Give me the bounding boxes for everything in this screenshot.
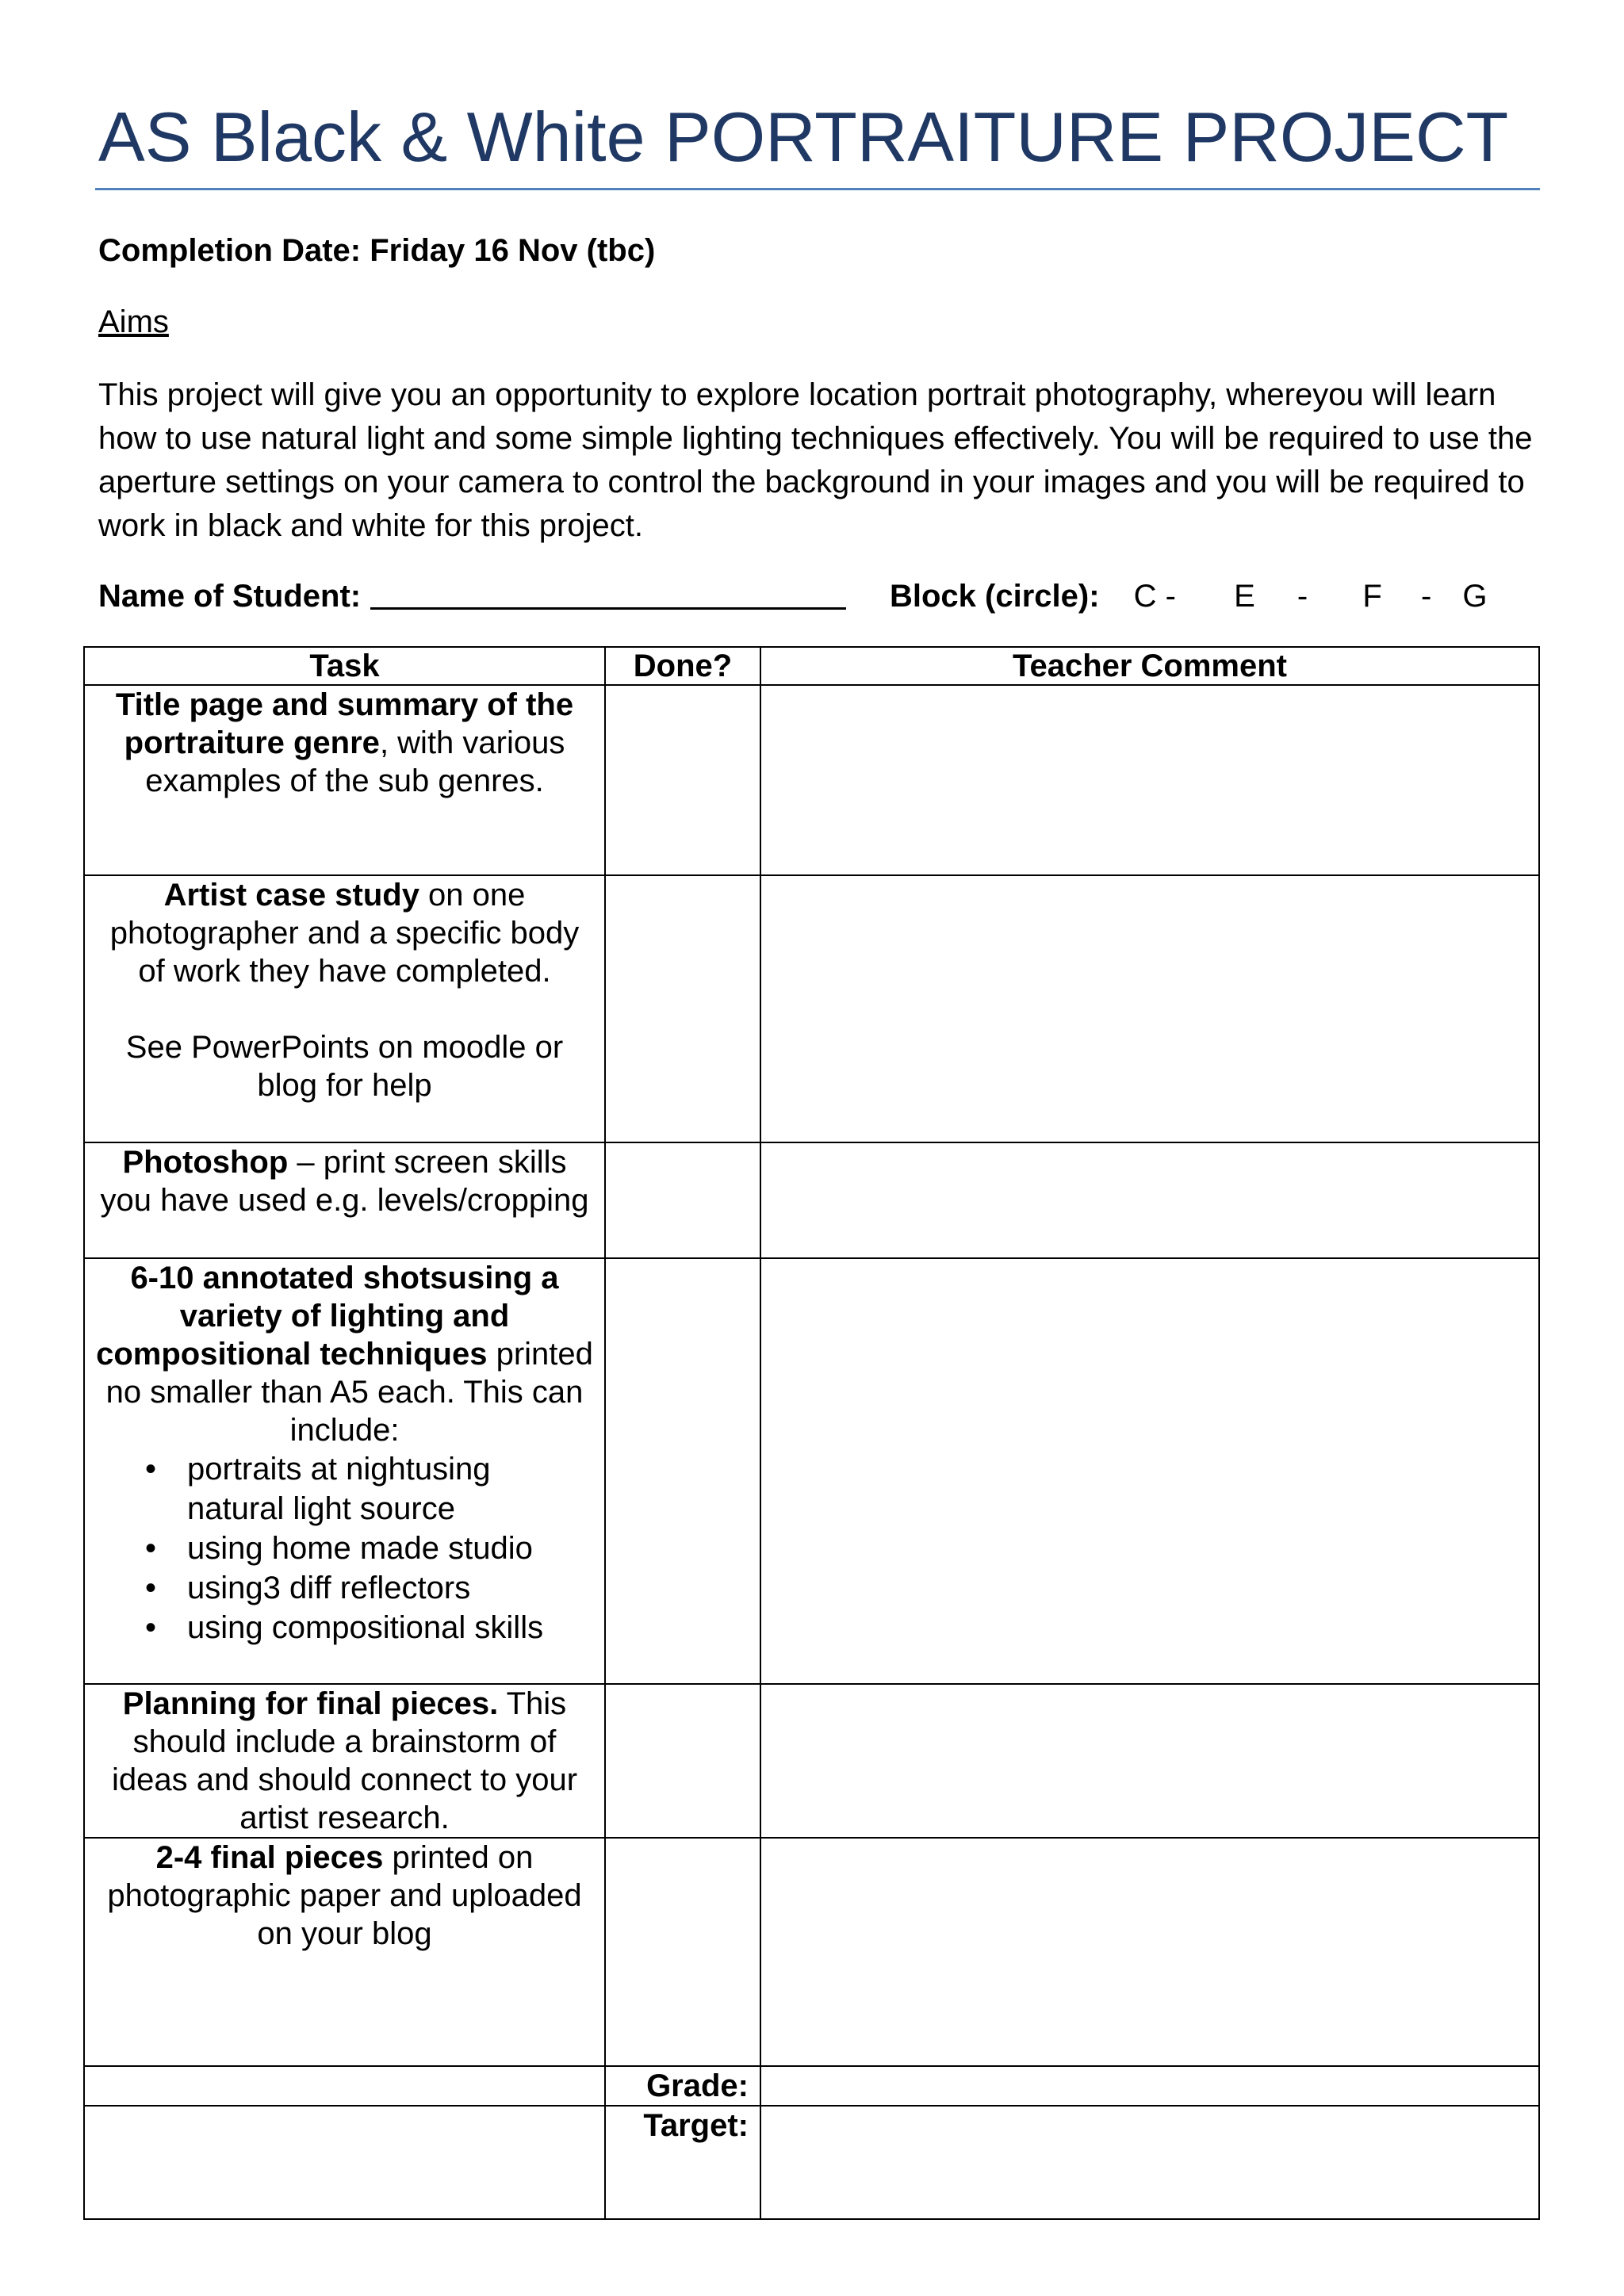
student-name-line[interactable] [370,577,846,610]
grade-label: Grade: [605,2066,760,2106]
target-empty-cell [84,2106,605,2219]
student-name-label: Name of Student: [98,579,362,614]
teacher-comment-cell[interactable] [760,1838,1539,2066]
bullet-icon: • [145,1452,157,1487]
task-cell [84,1258,605,1684]
task-cell [84,1142,605,1258]
task-cell [84,1684,605,1838]
list-item: • portraits at nightusing natural light source [96,1449,593,1529]
page-title: AS Black & White PORTRAITURE PROJECT [98,98,1509,176]
task-title: Title page and summary of the portraiture genre [115,687,574,760]
grade-empty-cell [84,2066,605,2106]
teacher-comment-cell[interactable] [760,685,1539,875]
task-cell [84,875,605,1142]
task-bullet-list [96,1449,593,1647]
table-row [84,1684,1539,1838]
grade-row [84,2066,1539,2106]
task-title: Planning for final pieces. [122,1686,499,1721]
block-option-g[interactable]: G [1462,579,1488,614]
table-header-row [84,647,1539,685]
teacher-comment-cell[interactable] [760,1684,1539,1838]
intro-paragraph: This project will give you an opportunity to explore location portrait photography, whereyou will learn how to use natural light and some simple lighting techniques effectively. You will be required to use the aperture settings on your camera to control the background in your images and you will be required to work in black and white for this project. [98,377,1533,543]
table-row [84,1258,1539,1684]
task-description: on one photographer and a specific body of work they have completed. [109,878,580,989]
header-done: Done? [605,647,760,685]
block-label: Block (circle): [890,579,1100,614]
bullet-icon: • [145,1571,157,1605]
block-selector [890,577,1488,615]
list-item: • using3 diff reflectors [96,1568,593,1608]
task-title: Photoshop [122,1145,289,1180]
task-description: This should include a brainstorm of ideas and should connect to your artist research. [111,1686,578,1835]
task-description: printed on photographic paper and uploaded on your blog [107,1840,582,1951]
list-item: • using compositional skills [96,1608,593,1647]
block-option-e[interactable]: E [1234,579,1255,614]
task-checklist-table [83,646,1540,2220]
teacher-comment-cell[interactable] [760,1258,1539,1684]
task-cell [84,685,605,875]
target-value-cell[interactable] [760,2106,1539,2219]
task-help-note: See PowerPoints on moodle or blog for help [125,1030,564,1103]
task-title: 2-4 final pieces [155,1840,384,1875]
task-description: – print screen skills you have used e.g. levels/cropping [100,1145,589,1218]
grade-value-cell[interactable] [760,2066,1539,2106]
student-name-row [98,577,846,615]
target-row [84,2106,1539,2219]
aims-heading: Aims [98,304,169,339]
block-option-c[interactable]: C - [1133,579,1176,614]
done-cell[interactable] [605,685,760,875]
table-row [84,875,1539,1142]
table-row [84,685,1539,875]
completion-date: Completion Date: Friday 16 Nov (tbc) [98,233,656,268]
teacher-comment-cell[interactable] [760,1142,1539,1258]
task-title: 6-10 annotated shotsusing a variety of lighting and compositional techniques [96,1261,559,1372]
table-row [84,1838,1539,2066]
teacher-comment-cell[interactable] [760,875,1539,1142]
target-label: Target: [605,2106,760,2219]
done-cell[interactable] [605,1142,760,1258]
block-separator: - [1420,579,1432,614]
done-cell[interactable] [605,1684,760,1838]
done-cell[interactable] [605,1838,760,2066]
table-row [84,1142,1539,1258]
bullet-icon: • [145,1531,157,1566]
done-cell[interactable] [605,875,760,1142]
bullet-icon: • [145,1610,157,1645]
done-cell[interactable] [605,1258,760,1684]
title-underline [95,188,1540,190]
block-option-f[interactable]: F [1362,579,1382,614]
header-teacher-comment: Teacher Comment [760,647,1539,685]
task-description: , with various examples of the sub genres. [145,725,565,798]
task-description: printed no smaller than A5 each. This can include: [105,1337,593,1448]
task-title: Artist case study [163,878,419,913]
task-cell [84,1838,605,2066]
header-task: Task [84,647,605,685]
list-item: • using home made studio [96,1529,593,1568]
block-separator: - [1297,579,1308,614]
